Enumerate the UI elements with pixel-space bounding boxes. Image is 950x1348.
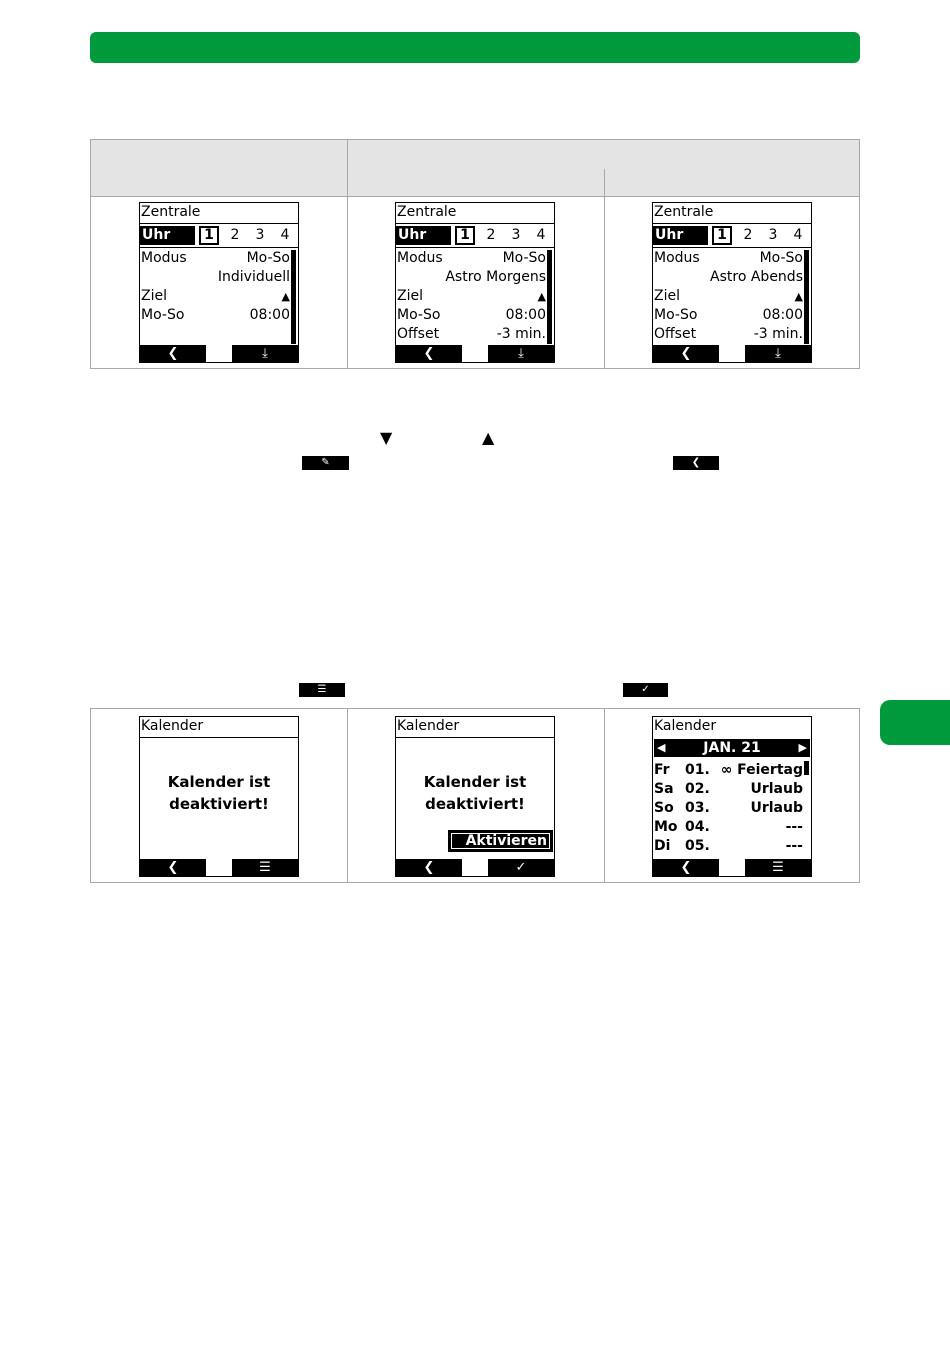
- save-download-icon[interactable]: ⤓: [232, 345, 298, 362]
- section-tab: [880, 700, 950, 745]
- row-value: Individuell: [217, 269, 290, 285]
- tab-1[interactable]: 1: [712, 226, 732, 245]
- message-line: Kalender ist: [423, 773, 527, 791]
- message-line: Kalender ist: [167, 773, 271, 791]
- row-label: Offset: [654, 326, 697, 342]
- header-bar: [90, 32, 860, 63]
- row-value: 08:00: [249, 307, 290, 323]
- scrollbar[interactable]: [804, 761, 809, 775]
- entry: ∞ Feiertag: [720, 762, 803, 778]
- next-month-icon[interactable]: ▶: [798, 741, 807, 754]
- up-arrow-icon: ▲: [482, 428, 495, 447]
- tab-2[interactable]: 2: [230, 227, 240, 243]
- back-chevron-icon[interactable]: ❮: [140, 345, 206, 362]
- scrollbar[interactable]: [547, 250, 552, 344]
- tab-4[interactable]: 4: [536, 227, 546, 243]
- row-mode-type: [397, 268, 546, 287]
- weekday: Sa: [654, 781, 674, 797]
- prev-month-icon[interactable]: ◀: [657, 741, 666, 754]
- tab-2[interactable]: 2: [743, 227, 753, 243]
- screen-title: Zentrale: [140, 203, 298, 224]
- message-line: deaktiviert!: [425, 795, 525, 813]
- row-label: Ziel: [397, 288, 423, 304]
- menu-icon: ☰: [299, 683, 345, 697]
- up-triangle-icon: ▲: [537, 290, 546, 303]
- device-screen-individuell: [139, 202, 299, 363]
- back-chevron-icon[interactable]: ❮: [140, 859, 206, 876]
- row-value: Mo-So: [502, 250, 546, 266]
- softkey-bar: [140, 345, 298, 362]
- weekday: Mo: [654, 819, 678, 835]
- softkey-bar: [396, 345, 554, 362]
- row-label: Ziel: [141, 288, 167, 304]
- tab-4[interactable]: 4: [280, 227, 290, 243]
- entry: Urlaub: [750, 800, 803, 816]
- activate-option[interactable]: [448, 830, 553, 852]
- divider: [347, 140, 348, 368]
- tab-bar: [140, 224, 298, 248]
- date: 04.: [685, 819, 710, 835]
- scrollbar[interactable]: [291, 250, 296, 344]
- entry: Urlaub: [750, 781, 803, 797]
- row-value: 08:00: [505, 307, 546, 323]
- row-value: Mo-So: [246, 250, 290, 266]
- month-label: JAN. 21: [703, 740, 761, 756]
- save-download-icon[interactable]: ⤓: [745, 345, 811, 362]
- list-item[interactable]: [654, 818, 803, 837]
- row-time: [654, 306, 803, 325]
- row-value: -3 min.: [496, 326, 546, 342]
- scrollbar[interactable]: [804, 250, 809, 344]
- row-label: Offset: [397, 326, 440, 342]
- screen-title: Kalender: [140, 717, 298, 738]
- tab-bar: [653, 224, 811, 248]
- edit-pencil-icon: ✎: [302, 456, 349, 470]
- down-arrow-icon: ▼: [380, 428, 393, 447]
- menu-icon[interactable]: ☰: [232, 859, 298, 876]
- up-triangle-icon: ▲: [794, 290, 803, 303]
- screen-title: Kalender: [396, 717, 554, 738]
- divider: [604, 709, 605, 882]
- row-value: 08:00: [762, 307, 803, 323]
- device-screen-astro-abends: [652, 202, 812, 363]
- back-chevron-icon: ❮: [673, 456, 719, 470]
- row-label: Mo-So: [397, 307, 441, 323]
- row-time: [397, 306, 546, 325]
- tab-1[interactable]: 1: [199, 226, 219, 245]
- calendar-table: [90, 708, 860, 883]
- device-screen-calendar-disabled: [139, 716, 299, 877]
- row-label: Modus: [141, 250, 187, 266]
- month-selector[interactable]: [654, 739, 810, 757]
- softkey-bar: [396, 859, 554, 876]
- list-item[interactable]: [654, 799, 803, 818]
- row-value: Astro Morgens: [445, 269, 546, 285]
- row-label: Modus: [397, 250, 443, 266]
- weekday: Fr: [654, 762, 670, 778]
- device-screen-calendar-list: [652, 716, 812, 877]
- entry: ---: [785, 838, 803, 854]
- row-ziel: [141, 287, 290, 306]
- tab-3[interactable]: 3: [255, 227, 265, 243]
- row-value: -3 min.: [753, 326, 803, 342]
- list-item[interactable]: [654, 837, 803, 856]
- row-offset: [397, 325, 546, 344]
- back-chevron-icon[interactable]: ❮: [653, 859, 719, 876]
- status-message: [396, 771, 554, 815]
- screen-title: Zentrale: [396, 203, 554, 224]
- row-modus: [654, 249, 803, 268]
- divider: [604, 169, 605, 368]
- tab-4[interactable]: 4: [793, 227, 803, 243]
- tab-3[interactable]: 3: [768, 227, 778, 243]
- divider: [347, 709, 348, 882]
- row-modus: [141, 249, 290, 268]
- check-icon[interactable]: ✓: [488, 859, 554, 876]
- row-label: Mo-So: [141, 307, 185, 323]
- menu-icon[interactable]: ☰: [745, 859, 811, 876]
- entry: ---: [785, 819, 803, 835]
- row-label: Ziel: [654, 288, 680, 304]
- tab-bar: [396, 224, 554, 248]
- tab-1[interactable]: 1: [455, 226, 475, 245]
- tab-3[interactable]: 3: [511, 227, 521, 243]
- back-chevron-icon[interactable]: ❮: [653, 345, 719, 362]
- back-chevron-icon[interactable]: ❮: [396, 859, 462, 876]
- tab-uhr[interactable]: Uhr: [140, 226, 195, 245]
- row-mode-type: [654, 268, 803, 287]
- message-line: deaktiviert!: [169, 795, 269, 813]
- tab-uhr[interactable]: Uhr: [396, 226, 451, 245]
- mode-table: [90, 139, 860, 369]
- softkey-bar: [653, 345, 811, 362]
- check-icon: ✓: [623, 683, 668, 697]
- device-screen-calendar-activate: [395, 716, 555, 877]
- tab-2[interactable]: 2: [486, 227, 496, 243]
- device-screen-astro-morgens: [395, 202, 555, 363]
- up-triangle-icon: ▲: [281, 290, 290, 303]
- date: 01.: [685, 762, 710, 778]
- row-ziel: [654, 287, 803, 306]
- list-item[interactable]: [654, 761, 803, 780]
- row-value: Astro Abends: [710, 269, 803, 285]
- weekday: So: [654, 800, 674, 816]
- softkey-bar: [140, 859, 298, 876]
- row-offset: [654, 325, 803, 344]
- activate-label: Aktivieren: [451, 833, 550, 849]
- date: 03.: [685, 800, 710, 816]
- status-message: [140, 771, 298, 815]
- save-download-icon[interactable]: ⤓: [488, 345, 554, 362]
- list-item[interactable]: [654, 780, 803, 799]
- tab-uhr[interactable]: Uhr: [653, 226, 708, 245]
- back-chevron-icon[interactable]: ❮: [396, 345, 462, 362]
- row-modus: [397, 249, 546, 268]
- table-header: [91, 140, 859, 197]
- row-value: Mo-So: [759, 250, 803, 266]
- row-label: Mo-So: [654, 307, 698, 323]
- row-time: [141, 306, 290, 325]
- screen-title: Kalender: [654, 718, 717, 734]
- softkey-bar: [653, 859, 811, 876]
- date: 05.: [685, 838, 710, 854]
- weekday: Di: [654, 838, 671, 854]
- row-mode-type: [141, 268, 290, 287]
- date: 02.: [685, 781, 710, 797]
- row-label: Modus: [654, 250, 700, 266]
- screen-title: Zentrale: [653, 203, 811, 224]
- row-ziel: [397, 287, 546, 306]
